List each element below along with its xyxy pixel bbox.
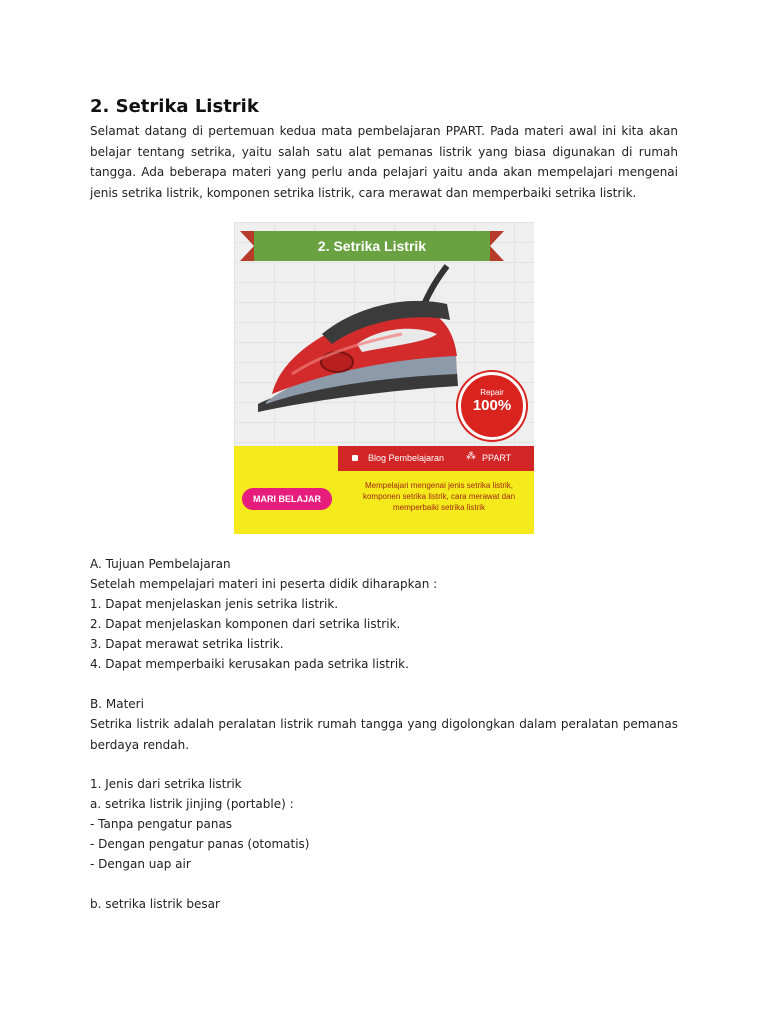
section-1-sub-a: a. setrika listrik jinjing (portable) :	[90, 797, 294, 811]
list-item: - Dengan uap air	[90, 857, 191, 871]
repair-value: 100%	[472, 397, 512, 414]
section-b-text: Setrika listrik adalah peralatan listrik rumah tangga yang digolongkan dalam peralatan pemanas berdaya rendah.	[90, 717, 678, 752]
section-a-lead: Setelah mempelajari materi ini peserta didik diharapkan :	[90, 577, 438, 591]
list-item: - Dengan pengatur panas (otomatis)	[90, 837, 310, 851]
blackberry-icon: ⁂	[466, 451, 476, 462]
banner-image	[234, 222, 534, 534]
ribbon-tail-left	[240, 231, 254, 261]
section-1-heading: 1. Jenis dari setrika listrik	[90, 777, 242, 791]
ppart-label: PPART	[482, 453, 512, 463]
list-item: - Tanpa pengatur panas	[90, 817, 233, 831]
mari-belajar-button[interactable]: MARI BELAJAR	[242, 488, 332, 510]
blog-label: Blog Pembelajaran	[368, 453, 445, 463]
section-b-heading: B. Materi	[90, 697, 144, 711]
ribbon-tail-right	[490, 231, 504, 261]
banner-ribbon-title: 2. Setrika Listrik	[254, 231, 490, 261]
section-a-heading: A. Tujuan Pembelajaran	[90, 557, 231, 571]
list-item: 1. Dapat menjelaskan jenis setrika listrik.	[90, 597, 339, 611]
steam-iron-icon	[252, 264, 472, 424]
list-item: 2. Dapat menjelaskan komponen dari setrika listrik.	[90, 617, 401, 631]
banner-description: Mempelajari mengenai jenis setrika listrik, komponen setrika listrik, cara merawat dan memperbaiki setrika listrik	[362, 481, 516, 512]
repair-label: Repair	[480, 388, 504, 397]
section-1-sub-b: b. setrika listrik besar	[90, 897, 220, 911]
repair-badge	[458, 372, 526, 440]
banner-red-bar	[338, 446, 534, 471]
page-title: 2. Setrika Listrik	[90, 96, 259, 117]
list-item: 4. Dapat memperbaiki kerusakan pada setrika listrik.	[90, 657, 409, 671]
list-item: 3. Dapat merawat setrika listrik.	[90, 637, 284, 651]
blog-icon	[352, 455, 358, 461]
intro-paragraph: Selamat datang di pertemuan kedua mata pembelajaran PPART. Pada materi awal ini kita akan belajar tentang setrika, yaitu salah satu alat pemanas listrik yang biasa digunakan di rumah tangga. Ada beberapa materi yang perlu anda pelajari yaitu anda akan mempelajari mengenai jenis setrika listrik, komponen setrika listrik, cara merawat dan memperbaiki setrika listrik.	[90, 124, 678, 200]
